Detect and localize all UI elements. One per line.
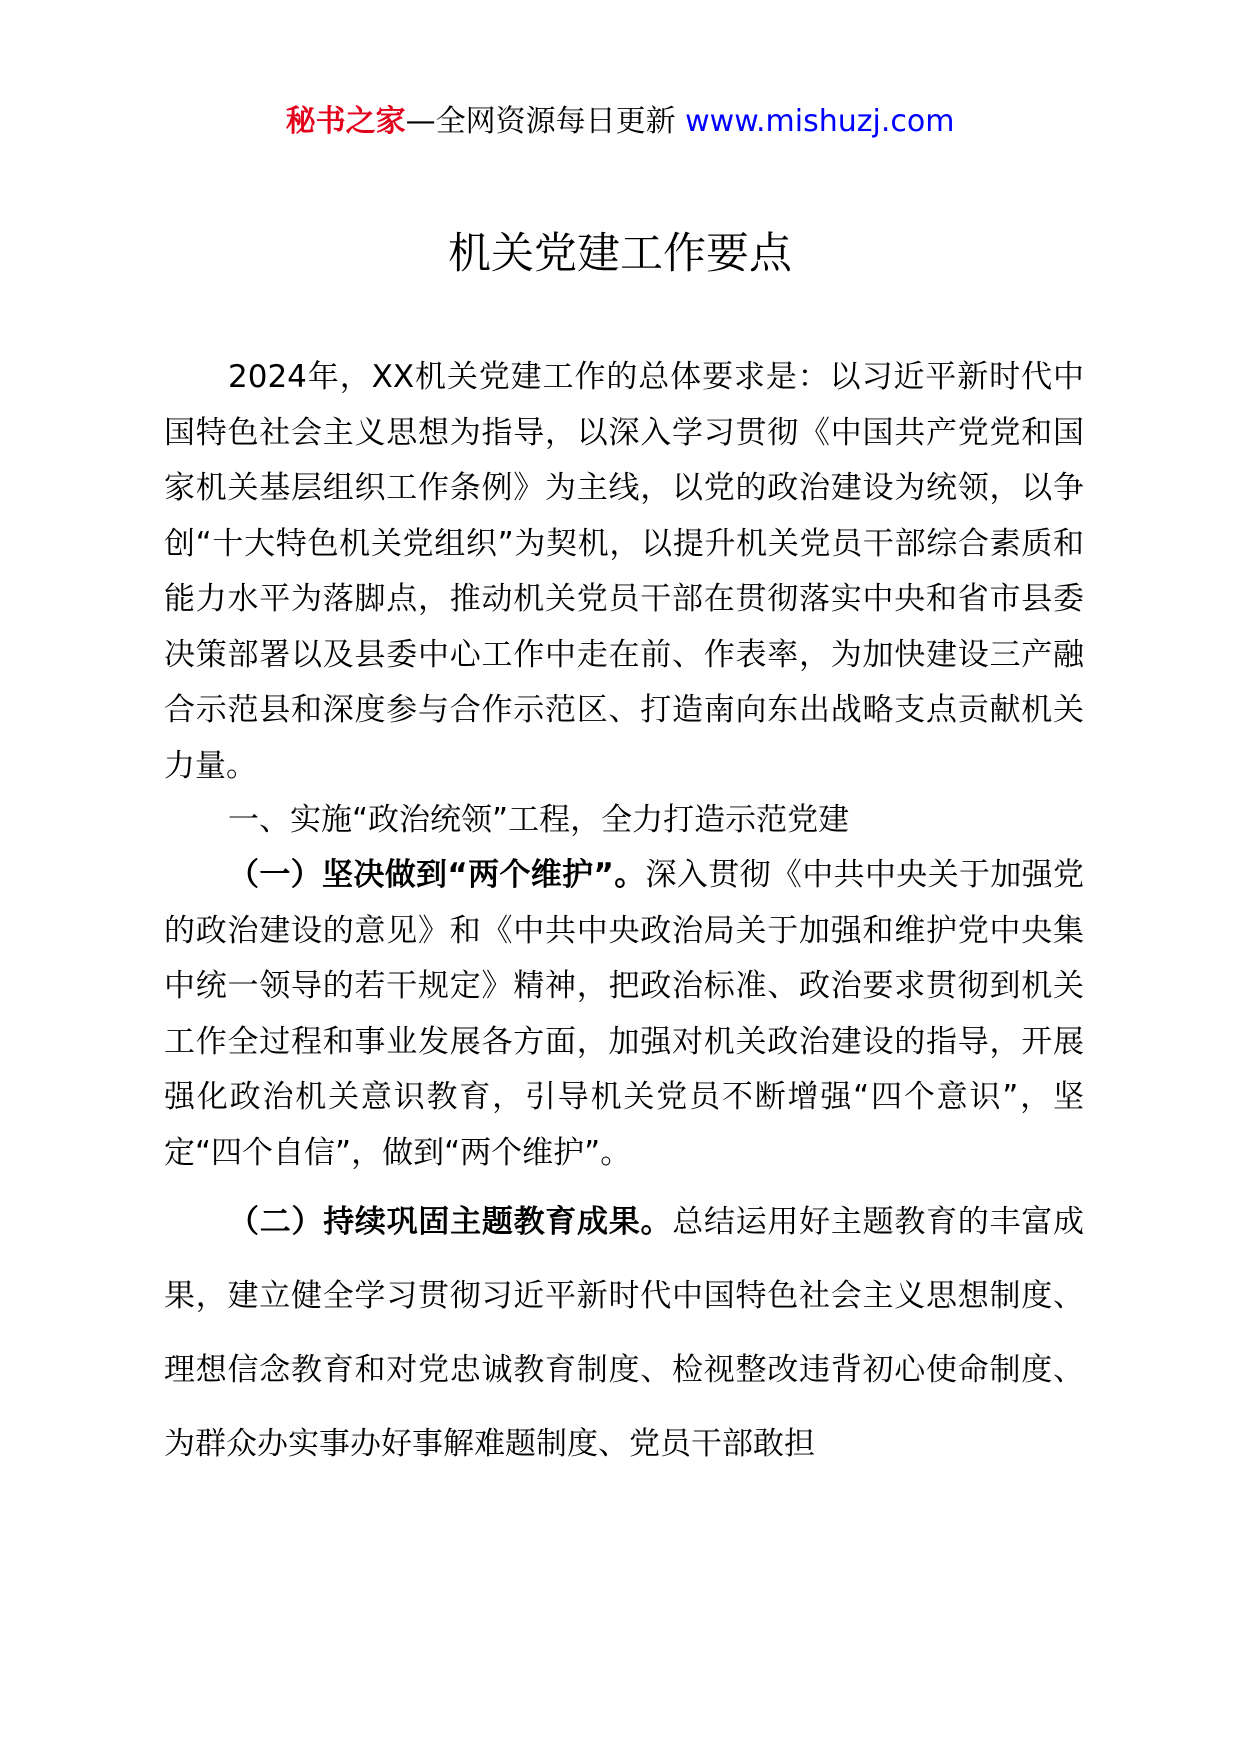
subsection-1-heading: （一）坚决做到“两个维护”。 bbox=[228, 857, 646, 893]
subsection-2-heading: （二）持续巩固主题教育成果。 bbox=[228, 1204, 673, 1240]
intro-paragraph: 2024年，XX机关党建工作的总体要求是：以习近平新时代中国特色社会主义思想为指导，以深入学习贯彻《中国共产党党和国家机关基层组织工作条例》为主线，以党的政治建设为统领，以争创“十大特色机关党组织”为契机，以提升机关党员干部综合素质和能力水平为落脚点，推动机关党员干部在贯彻落实中央和省市县委决策部署以及县委中心工作中走在前、作表率，为加快建设三产融合示范县和深度参与合作示范区、打造南向东出战略支点贡献机关力量。 bbox=[164, 359, 1084, 784]
document-title: 机关党建工作要点 bbox=[448, 229, 792, 279]
subsection-1 bbox=[164, 848, 1084, 1181]
site-header bbox=[0, 100, 1240, 144]
section-heading-1: 一、实施“政治统领”工程，全力打造示范党建 bbox=[228, 802, 850, 838]
brand-name: 秘书之家 bbox=[285, 104, 406, 139]
site-url[interactable]: www.mishuzj.com bbox=[685, 104, 955, 139]
header-tagline: —全网资源每日更新 bbox=[405, 104, 686, 139]
subsection-2-body: 总结运用好主题教育的丰富成果，建立健全学习贯彻习近平新时代中国特色社会主义思想制度、理想信念教育和对党忠诚教育制度、检视整改违背初心使命制度、为群众办实事办好事解难题制度、党员干部敢担 bbox=[164, 1204, 1085, 1462]
subsection-1-body: 深入贯彻《中共中央关于加强党的政治建设的意见》和《中共中央政治局关于加强和维护党中央集中统一领导的若干规定》精神，把政治标准、政治要求贯彻到机关工作全过程和事业发展各方面，加强对机关政治建设的指导，开展强化政治机关意识教育，引导机关党员不断增强“四个意识”，坚定“四个自信”，做到“两个维护”。 bbox=[164, 857, 1084, 1171]
subsection-2 bbox=[164, 1185, 1084, 1481]
